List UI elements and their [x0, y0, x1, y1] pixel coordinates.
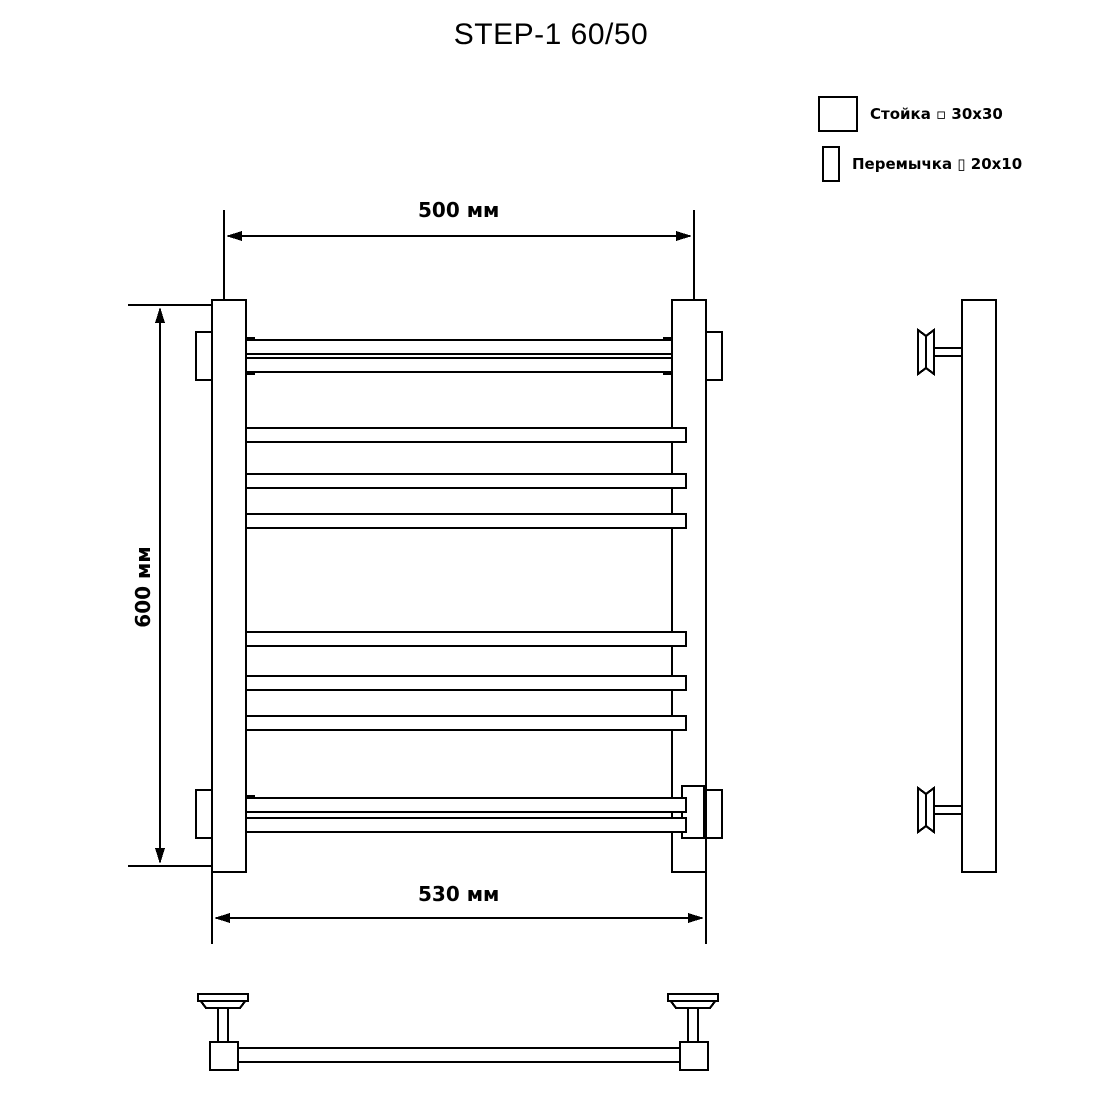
side-view — [918, 300, 996, 872]
dimension-bottom-width — [212, 872, 706, 944]
dimension-left-height-label: 600 мм — [131, 546, 155, 628]
front-view — [196, 300, 722, 872]
legend-label-post: Стойка ▫ 30x30 — [870, 105, 1003, 123]
dimension-top-width — [224, 210, 694, 300]
dimension-bottom-width-label: 530 мм — [418, 882, 500, 906]
dimension-left-height — [128, 305, 212, 866]
legend-label-bar: Перемычка ▯ 20x10 — [852, 155, 1023, 173]
top-view — [198, 994, 718, 1070]
dimension-top-width-label: 500 мм — [418, 198, 500, 222]
page-title: STEP-1 60/50 — [453, 18, 649, 51]
